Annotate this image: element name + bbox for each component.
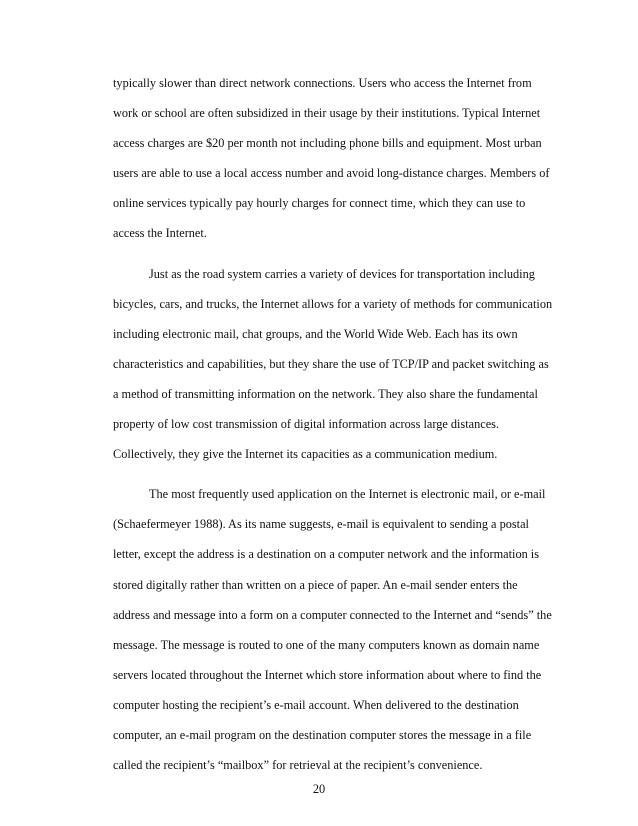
text-line: work or school are often subsidized in their usage by their institutions. Typical Internet (113, 106, 541, 121)
text-line: Just as the road system carries a variety of devices for transportation including (149, 266, 535, 281)
text-line: access charges are $20 per month not including phone bills and equipment. Most urban (113, 136, 542, 151)
text-line: bicycles, cars, and trucks, the Internet allows for a variety of methods for communication (113, 296, 553, 311)
text-line: letter, except the address is a destination on a computer network and the information is (113, 547, 540, 562)
text-line: Collectively, they give the Internet its capacities as a communication medium. (113, 447, 498, 462)
text-line: address and message into a form on a computer connected to the Internet and “sends” the (113, 607, 552, 622)
text-line: message. The message is routed to one of the many computers known as domain name (113, 637, 540, 652)
page-number: 20 (312, 782, 326, 796)
text-line: typically slower than direct network connections. Users who access the Internet from (113, 76, 532, 90)
body-text (113, 68, 563, 780)
paragraph-3 (113, 479, 563, 780)
text-line: computer hosting the recipient’s e-mail account. When delivered to the destination (113, 697, 519, 712)
paragraph-2 (113, 259, 563, 470)
text-line: online services typically pay hourly charges for connect time, which they can use to (113, 196, 526, 211)
text-line: called the recipient’s “mailbox” for retrieval at the recipient’s convenience. (113, 758, 483, 773)
paragraph-1 (113, 68, 563, 249)
text-line: including electronic mail, chat groups, and the World Wide Web. Each has its own (113, 326, 518, 341)
text-line: property of low cost transmission of digital information across large distances. (113, 417, 500, 432)
text-line: (Schaefermeyer 1988). As its name suggests, e-mail is equivalent to sending a postal (113, 517, 529, 532)
text-line: computer, an e-mail program on the destination computer stores the message in a file (113, 727, 532, 742)
text-line: a method of transmitting information on the network. They also share the fundamental (113, 386, 538, 401)
text-line: users are able to use a local access number and avoid long-distance charges. Members of (113, 166, 550, 181)
paragraph-gap (113, 469, 563, 479)
text-line: characteristics and capabilities, but they share the use of TCP/IP and packet switching as (113, 356, 549, 371)
text-line: stored digitally rather than written on a piece of paper. An e-mail sender enters the (113, 577, 518, 592)
paragraph-gap (113, 249, 563, 259)
text-line: servers located throughout the Internet which store information about where to find the (113, 667, 542, 682)
text-line: The most frequently used application on the Internet is electronic mail, or e-mail (149, 487, 546, 502)
text-line: access the Internet. (113, 226, 207, 241)
